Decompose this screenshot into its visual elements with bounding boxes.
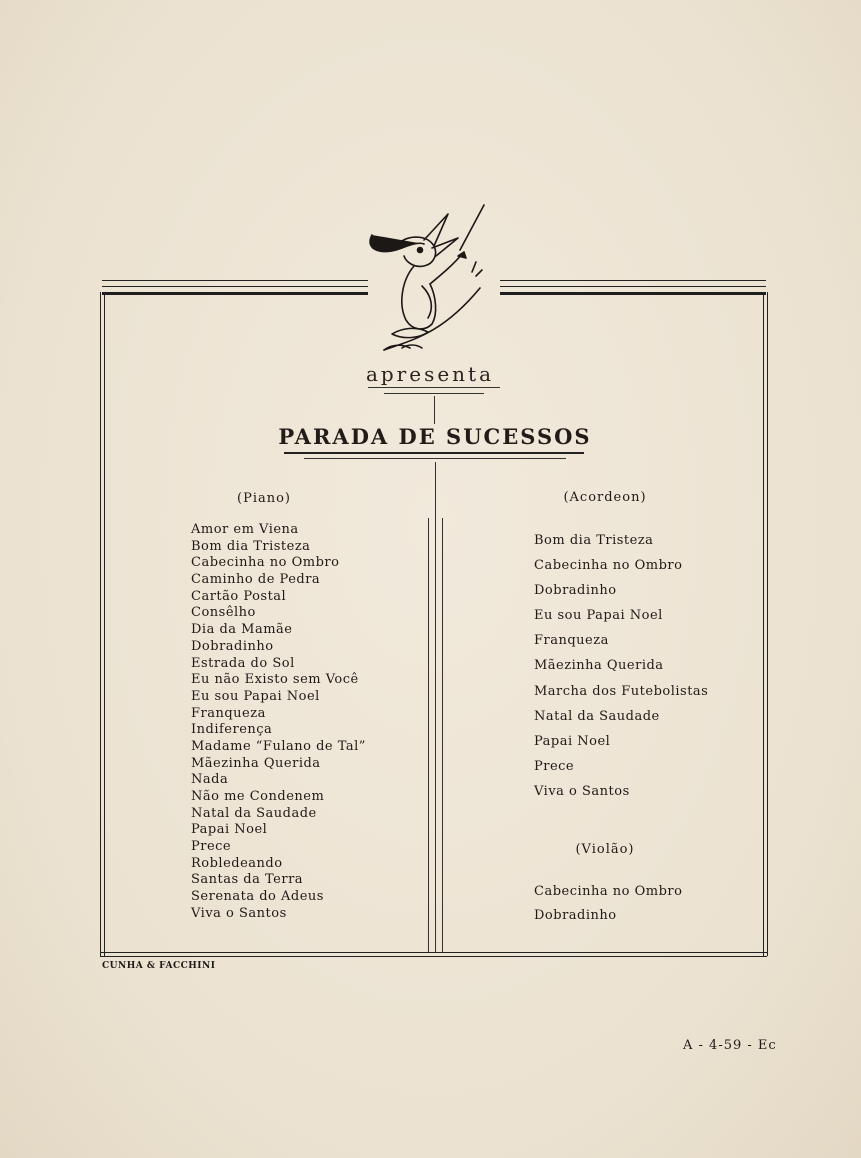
list-item: Estrada do Sol bbox=[191, 655, 295, 671]
list-item: Cartão Postal bbox=[191, 588, 287, 604]
list-item: Natal da Saudade bbox=[191, 805, 317, 821]
list-item: Mãezinha Querida bbox=[534, 658, 664, 674]
list-item: Eu não Existo sem Você bbox=[191, 672, 359, 688]
list-item: Dia da Mamãe bbox=[191, 622, 293, 638]
column-divider bbox=[442, 518, 443, 952]
list-item: Eu sou Papai Noel bbox=[191, 688, 320, 704]
list-item: Caminho de Pedra bbox=[191, 572, 321, 588]
publisher-name: CUNHA & FACCHINI bbox=[102, 961, 216, 971]
frame-right bbox=[763, 292, 768, 956]
list-item: Prece bbox=[534, 758, 575, 774]
list-item: Viva o Santos bbox=[534, 783, 630, 799]
list-item: Dobradinho bbox=[191, 638, 274, 654]
list-item: Natal da Saudade bbox=[534, 708, 660, 724]
piano-heading: (Piano) bbox=[237, 491, 291, 506]
list-item: Viva o Santos bbox=[191, 905, 287, 921]
title-underline bbox=[284, 452, 584, 454]
top-rule-right bbox=[500, 286, 766, 287]
list-item: Indiferença bbox=[191, 722, 273, 738]
title-underline bbox=[304, 458, 566, 459]
column-divider bbox=[435, 462, 436, 952]
column-divider bbox=[428, 518, 429, 952]
list-item: Franqueza bbox=[191, 705, 266, 721]
violao-song-list bbox=[534, 880, 682, 928]
list-item: Marcha dos Futebolistas bbox=[534, 683, 709, 699]
list-item: Santas da Terra bbox=[191, 872, 304, 888]
list-item: Não me Condenem bbox=[191, 789, 325, 804]
frame-bottom bbox=[100, 952, 767, 957]
presents-underline bbox=[384, 393, 484, 394]
frame-left bbox=[100, 292, 105, 956]
top-rule-right bbox=[500, 280, 766, 281]
list-item: Dobradinho bbox=[534, 583, 617, 599]
catalog-code: A - 4-59 - Ec bbox=[683, 1038, 777, 1053]
top-rule-left bbox=[102, 280, 368, 281]
list-item: Amor em Viena bbox=[191, 522, 299, 537]
presents-label: apresenta bbox=[365, 362, 495, 386]
list-item: Cabecinha no Ombro bbox=[191, 555, 340, 571]
list-item: Consêlho bbox=[191, 605, 256, 621]
top-rule-left bbox=[102, 286, 368, 287]
list-item: Cabecinha no Ombro bbox=[534, 558, 683, 574]
connector-line bbox=[434, 396, 435, 424]
top-rule-right bbox=[500, 292, 766, 295]
list-item: Bom dia Tristeza bbox=[534, 533, 654, 548]
presents-underline bbox=[368, 387, 500, 388]
woodpecker-conductor-icon bbox=[362, 200, 492, 360]
top-rule-left bbox=[102, 292, 368, 295]
list-item: Franqueza bbox=[534, 633, 609, 649]
list-item: Papai Noel bbox=[534, 733, 611, 749]
list-item: Dobradinho bbox=[534, 908, 617, 923]
list-item: Madame “Fulano de Tal” bbox=[191, 738, 366, 754]
list-item: Serenata do Adeus bbox=[191, 889, 324, 905]
list-item: Eu sou Papai Noel bbox=[534, 608, 663, 624]
list-item: Nada bbox=[191, 772, 229, 788]
list-item: Prece bbox=[191, 839, 232, 855]
page-title: PARADA DE SUCESSOS bbox=[278, 424, 592, 449]
list-item: Robledeando bbox=[191, 855, 283, 871]
list-item: Mãezinha Querida bbox=[191, 755, 321, 771]
violao-heading: (Violão) bbox=[575, 842, 635, 857]
piano-song-list bbox=[191, 522, 366, 923]
acordeon-heading: (Acordeon) bbox=[563, 490, 647, 505]
list-item: Bom dia Tristeza bbox=[191, 538, 311, 554]
list-item: Cabecinha no Ombro bbox=[534, 884, 683, 899]
list-item: Papai Noel bbox=[191, 822, 268, 838]
acordeon-song-list bbox=[534, 528, 708, 804]
